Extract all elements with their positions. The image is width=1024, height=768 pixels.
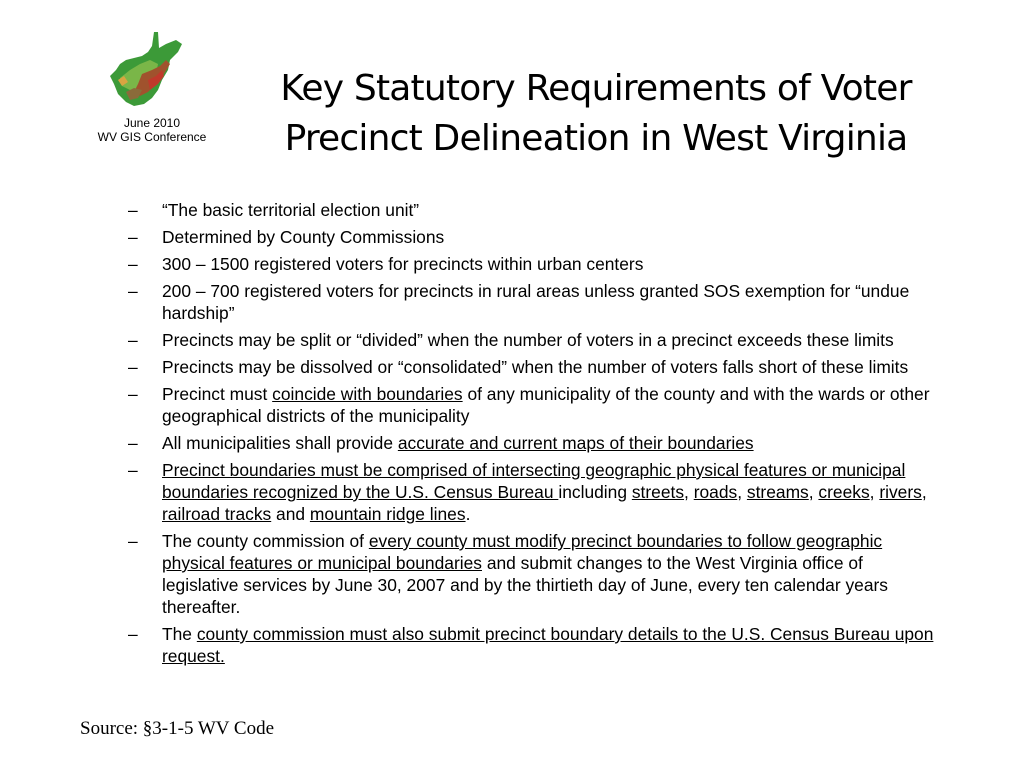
bullet-text: All municipalities shall provide xyxy=(162,433,398,453)
list-item xyxy=(126,226,941,248)
underlined-text: creeks xyxy=(818,482,870,502)
bullet-dash: – xyxy=(128,254,138,274)
bullet-text: Determined by County Commissions xyxy=(162,227,445,247)
bullet-text: Precincts may be split or “divided” when the number of voters in a precinct exceeds these limits xyxy=(162,330,894,350)
bullet-text: The county commission of xyxy=(162,531,369,551)
bullet-text: Precinct must xyxy=(162,384,273,404)
bullet-text: , xyxy=(808,482,819,502)
conference-date: June 2010 xyxy=(123,116,181,130)
bullet-dash: – xyxy=(128,200,138,220)
underlined-text: roads xyxy=(693,482,738,502)
title-line-1: Key Statutory Requirements of Voter xyxy=(280,68,912,109)
list-item xyxy=(126,432,941,454)
conference-caption xyxy=(82,116,222,144)
bullet-text: 200 – 700 registered voters for precincts in rural areas unless granted SOS exemption for “undue hardship” xyxy=(162,281,910,323)
list-item xyxy=(126,253,941,275)
underlined-text: mountain ridge lines xyxy=(309,504,466,524)
bullet-text: , xyxy=(684,482,694,502)
list-item xyxy=(126,199,941,221)
bullet-dash: – xyxy=(128,531,138,551)
list-item xyxy=(126,356,941,378)
slide-title xyxy=(236,64,956,164)
bullet-text: of any municipality of the county and with the wards or other geographical districts of the municipality xyxy=(162,384,930,426)
bullet-text: “The basic territorial election unit” xyxy=(162,200,420,220)
underlined-text: county commission must also submit precinct boundary details to the U.S. Census Bureau upon request. xyxy=(162,624,934,666)
underlined-text: railroad tracks xyxy=(162,504,272,524)
underlined-text: streets xyxy=(631,482,685,502)
underlined-text: every county must modify precinct boundaries to follow geographic physical features or municipal boundaries xyxy=(162,531,883,573)
bullet-text: The xyxy=(162,624,197,644)
bullet-dash: – xyxy=(128,330,138,350)
bullet-text: , xyxy=(921,482,927,502)
bullet-dash: – xyxy=(128,227,138,247)
underlined-text: accurate and current maps of their boundaries xyxy=(397,433,754,453)
bullet-dash: – xyxy=(128,281,138,301)
bullet-text: , xyxy=(737,482,747,502)
list-item xyxy=(126,329,941,351)
title-line-2: Precinct Delineation in West Virginia xyxy=(284,118,908,159)
bullet-dash: – xyxy=(128,433,138,453)
bullet-text: . xyxy=(465,504,471,524)
list-item xyxy=(126,383,941,427)
bullet-dash: – xyxy=(128,384,138,404)
west-virginia-map-icon xyxy=(108,30,186,108)
bullet-dash: – xyxy=(128,624,138,644)
bullet-dash: – xyxy=(128,357,138,377)
underlined-text: Precinct boundaries must be comprised of intersecting geographic physical features or municipal boundaries recognized by the U.S. Census Bureau xyxy=(162,460,906,502)
bullet-list xyxy=(126,199,941,672)
list-item xyxy=(126,280,941,324)
bullet-dash: – xyxy=(128,460,138,480)
underlined-text: coincide with boundaries xyxy=(272,384,463,404)
bullet-text: , xyxy=(869,482,880,502)
bullet-text: Precincts may be dissolved or “consolidated” when the number of voters falls short of these limits xyxy=(162,357,909,377)
conference-name: WV GIS Conference xyxy=(97,130,207,144)
underlined-text: rivers xyxy=(879,482,922,502)
bullet-text: and submit changes to the West Virginia office of legislative services by June 30, 2007 and by the thirtieth day of June, every ten calendar years thereafter. xyxy=(162,553,888,617)
source-citation: Source: §3-1-5 WV Code xyxy=(80,718,275,739)
bullet-text: 300 – 1500 registered voters for precincts within urban centers xyxy=(162,254,644,274)
bullet-text: including xyxy=(558,482,632,502)
list-item xyxy=(126,530,941,618)
list-item xyxy=(126,623,941,667)
bullet-text: and xyxy=(271,504,310,524)
underlined-text: streams xyxy=(746,482,809,502)
list-item xyxy=(126,459,941,525)
